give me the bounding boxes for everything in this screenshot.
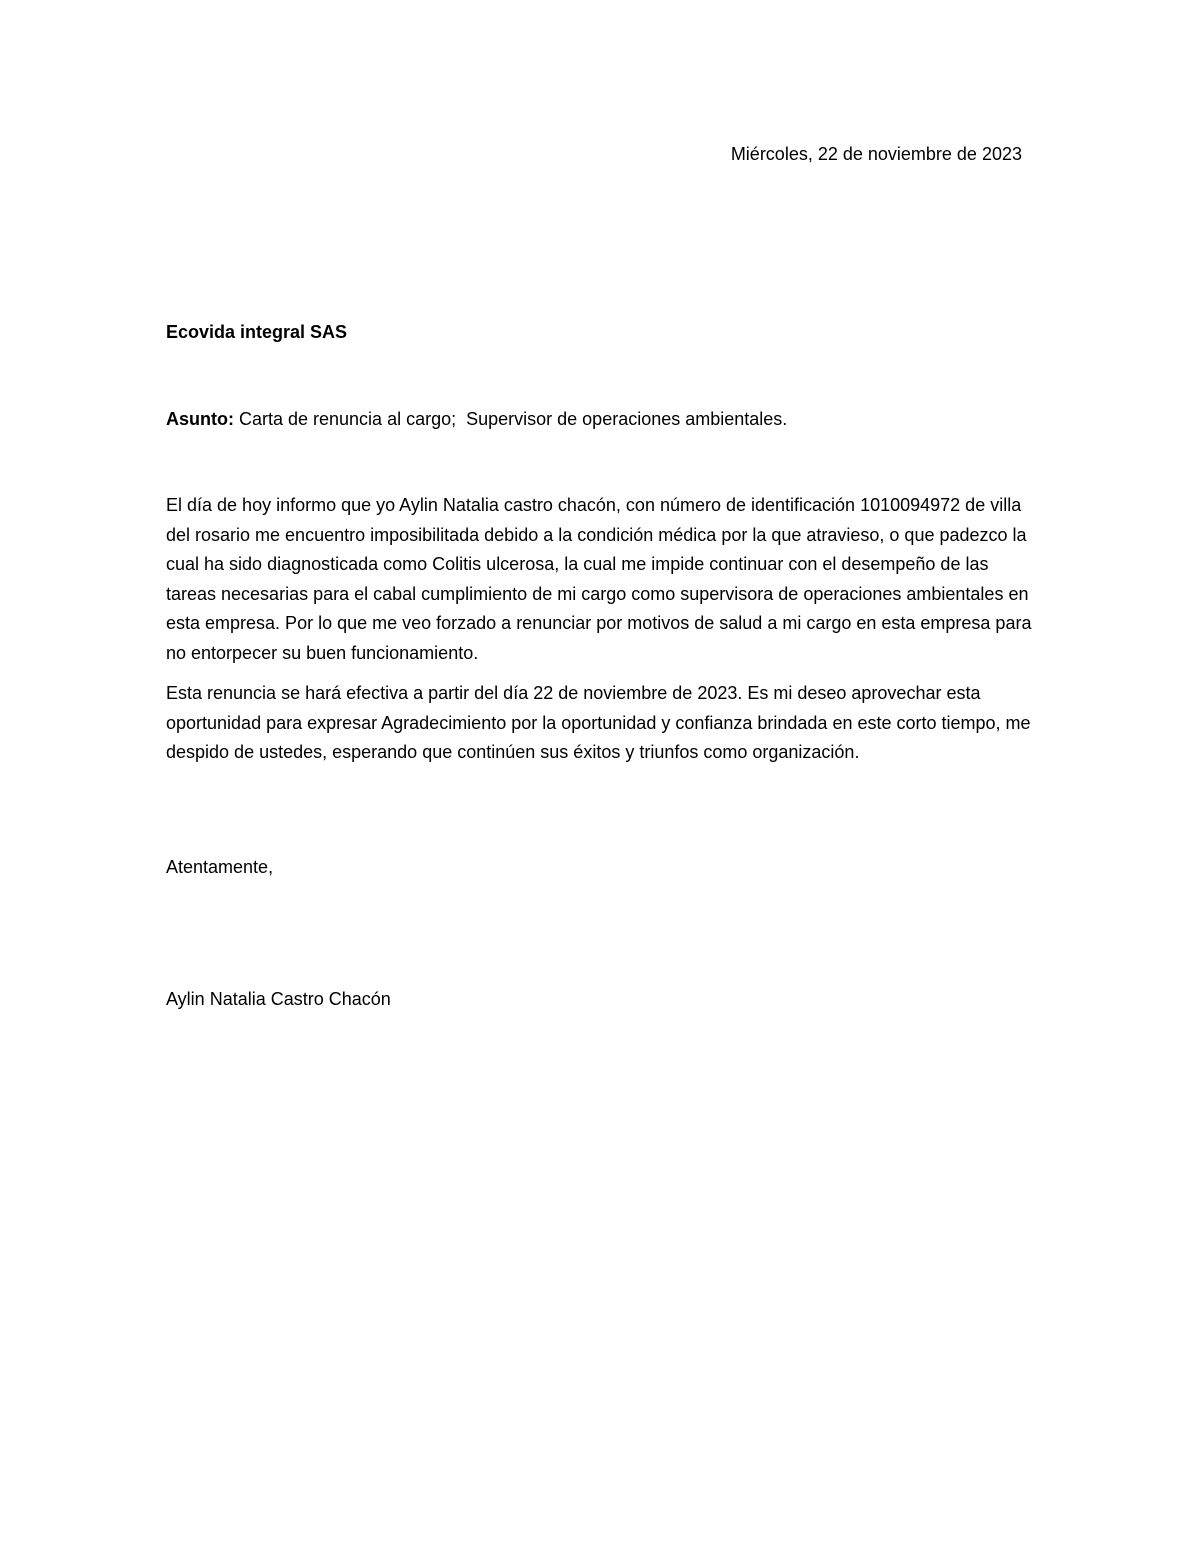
subject-line	[166, 406, 787, 432]
letter-date: Miércoles, 22 de noviembre de 2023	[730, 144, 1022, 164]
recipient-name: Ecovida integral SAS	[166, 322, 348, 342]
subject-label: Asunto:	[166, 409, 234, 429]
subject-text: Carta de renuncia al cargo; Supervisor de operaciones ambientales.	[233, 409, 788, 429]
signature-name: Aylin Natalia Castro Chacón	[166, 989, 391, 1009]
body-paragraph-1: El día de hoy informo que yo Aylin Natalia castro chacón, con número de identificación 1010094972 de villa del rosario me encuentro imposibilitada debido a la condición médica por la que atravieso, o que padezco la cual ha sido diagnosticada como Colitis ulcerosa, la cual me impide continuar con el desempeño de las tareas necesarias para el cabal cumplimiento de mi cargo como supervisora de operaciones ambientales en esta empresa. Por lo que me veo forzado a renunciar por motivos de salud a mi cargo en esta empresa para no entorpecer su buen funcionamiento.	[166, 495, 1032, 663]
closing-salutation: Atentamente,	[166, 857, 274, 877]
body-paragraph-2: Esta renuncia se hará efectiva a partir del día 22 de noviembre de 2023. Es mi deseo aprovechar esta oportunidad para expresar Agradecimiento por la oportunidad y confianza brindada en este corto tiempo, me despido de ustedes, esperando que continúen sus éxitos y triunfos como organización.	[166, 683, 1031, 762]
